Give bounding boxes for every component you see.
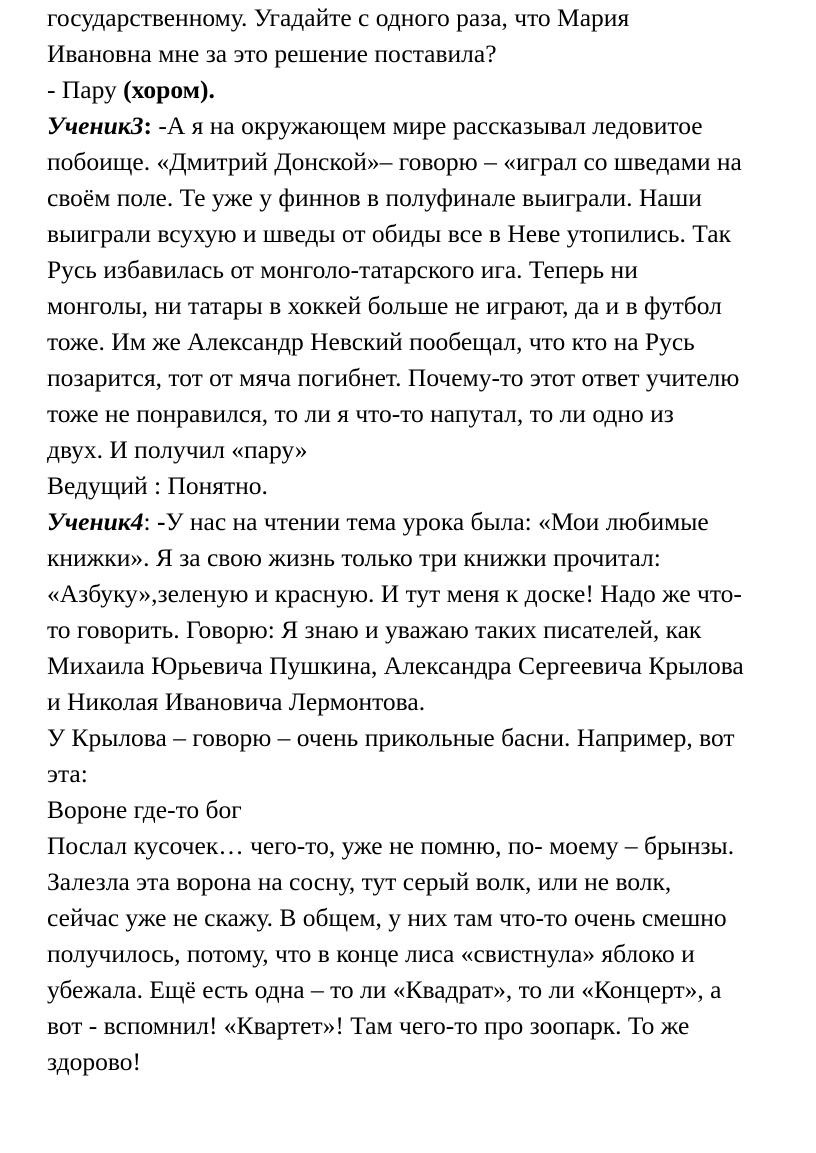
text-line: Послал кусочек… чего-то, уже не помню, по- моему – брынзы. [47,831,735,860]
text-line: «Азбуку»,зеленую и красную. И тут меня к доске! Надо же что- [47,579,742,608]
text-line: государственному. Угадайте с одного раза, что Мария [47,3,630,32]
text-line: выиграли всухую и шведы от обиды все в Неве утопились. Так [47,219,731,248]
text-line: Залезла эта ворона на сосну, тут серый волк, или не волк, [47,867,672,896]
speaker-name: Ученик4 [47,507,144,536]
text-line: Ведущий : Понятно. [47,471,268,500]
text-line: вот - вспомнил! «Квартет»! Там чего-то про зоопарк. То же [47,1011,690,1040]
text-line: получилось, потому, что в конце лиса «свистнула» яблоко и [47,939,695,968]
text-line: Вороне где-то бог [47,795,242,824]
text-line: Русь избавилась от монголо-татарского ига. Теперь ни [47,255,638,284]
text-line: то говорить. Говорю: Я знаю и уважаю таких писателей, как [47,615,702,644]
text-line: Ученик4: -У нас на чтении тема урока была: «Мои любимые [47,507,709,536]
text-line: тоже не понравился, то ли я что-то напутал, то ли одно из [47,399,674,428]
text-line: - Пару (хором). [47,75,215,104]
text-line: Ивановна мне за это решение поставила? [47,39,497,68]
text-line: монголы, ни татары в хоккей больше не играют, да и в футбол [47,291,722,320]
text-line: У Крылова – говорю – очень прикольные басни. Например, вот [47,723,735,752]
text-line: Ученик3: -А я на окружающем мире рассказывал ледовитое [47,111,703,140]
text-line: эта: [47,759,88,788]
text-line: позарится, тот от мяча погибнет. Почему-то этот ответ учителю [47,363,740,392]
text-line: сейчас уже не скажу. В общем, у них там что-то очень смешно [47,903,727,932]
text-line: книжки». Я за свою жизнь только три книжки прочитал: [47,543,661,572]
text-line: двух. И получил «пару» [47,435,308,464]
stage-direction: (хором). [123,75,215,104]
text-line: убежала. Ещё есть одна – то ли «Квадрат», то ли «Концерт», а [47,975,722,1004]
text-line: побоище. «Дмитрий Донской»– говорю – «играл со шведами на [47,147,742,176]
speaker-name: Ученик3 [47,111,144,140]
text-line: здорово! [47,1047,141,1076]
text-line: своём поле. Те уже у финнов в полуфинале выиграли. Наши [47,183,702,212]
text-line: тоже. Им же Александр Невский пообещал, что кто на Русь [47,327,695,356]
text-line: и Николая Ивановича Лермонтова. [47,687,426,716]
text-line: Михаила Юрьевича Пушкина, Александра Сергеевича Крылова [47,651,744,680]
